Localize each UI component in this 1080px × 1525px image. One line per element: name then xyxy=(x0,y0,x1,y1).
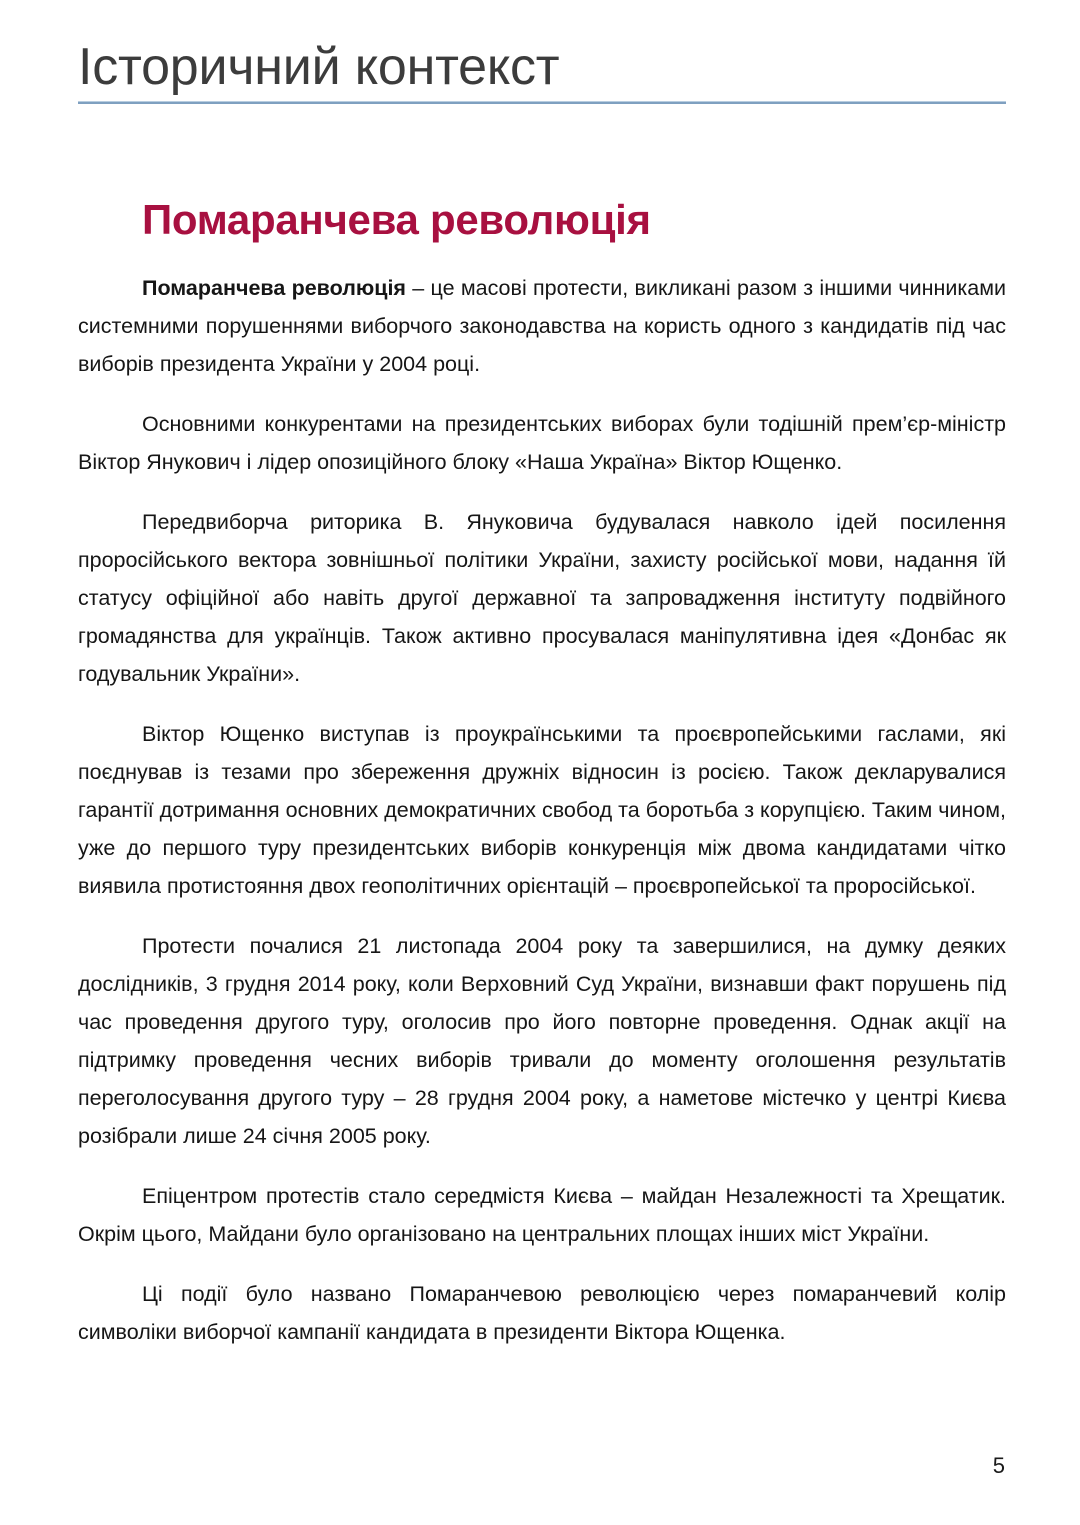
paragraph-naming: Ці події було названо Помаранчевою революцією через помаранчевий колір символіки виборчої кампанії кандидата в президенти Віктора Ющенка. xyxy=(78,1282,1006,1345)
page-title: Історичний контекст xyxy=(78,38,560,96)
document-body xyxy=(78,196,1006,1351)
paragraph-yanukovych-rhetoric: Передвиборча риторика В. Януковича будувалася навколо ідей посилення проросійського вектора зовнішньої політики України, захисту російської мови, надання їй статусу офіційної або навіть другої державної та запровадження інституту подвійного громадянства для українців. Також активно просувалася маніпулятивна ідея «Донбас як годувальник України». xyxy=(78,510,1006,687)
paragraph-definition-text: – це масові протести, викликані разом з іншими чинниками системними порушеннями виборчого законодавства на користь одного з кандидатів під час виборів президента України у 2004 році. xyxy=(78,276,1006,377)
paragraph-main-candidates: Основними конкурентами на президентських виборах були тодішній прем’єр-міністр Віктор Янукович і лідер опозиційного блоку «Наша Україна» Віктор Ющенко. xyxy=(78,412,1006,475)
paragraph-protest-timeline: Протести почалися 21 листопада 2004 року та завершилися, на думку деяких дослідників, 3 грудня 2014 року, коли Верховний Суд України, визнавши факт порушень під час проведення другого туру, оголосив про його повторне проведення. Однак акції на підтримку проведення чесних виборів тривали до моменту оголошення результатів переголосування другого туру – 28 грудня 2004 року, а наметове містечко у центрі Києва розібрали лише 24 січня 2005 року. xyxy=(78,934,1006,1149)
paragraph-epicenter: Епіцентром протестів стало середмістя Києва – майдан Незалежності та Хрещатик. Окрім цього, Майдани було організовано на центральних площах інших міст України. xyxy=(78,1184,1006,1247)
paragraph-yushchenko-rhetoric: Віктор Ющенко виступав із проукраїнськими та проєвропейськими гаслами, які поєднував із тезами про збереження дружніх відносин із росією. Також декларувалися гарантії дотримання основних демократичних свобод та боротьба з корупцією. Таким чином, уже до першого туру президентських виборів конкуренція між двома кандидатами чітко виявила протистояння двох геополітичних орієнтацій – проєвропейської та проросійської. xyxy=(78,722,1006,899)
section-heading: Помаранчева революція xyxy=(142,196,651,243)
document-header xyxy=(78,40,1006,104)
paragraph-definition xyxy=(78,269,1006,383)
page-number: 5 xyxy=(992,1453,1005,1478)
paragraph-lead-term: Помаранчева революція xyxy=(142,276,406,301)
header-divider xyxy=(78,101,1006,104)
